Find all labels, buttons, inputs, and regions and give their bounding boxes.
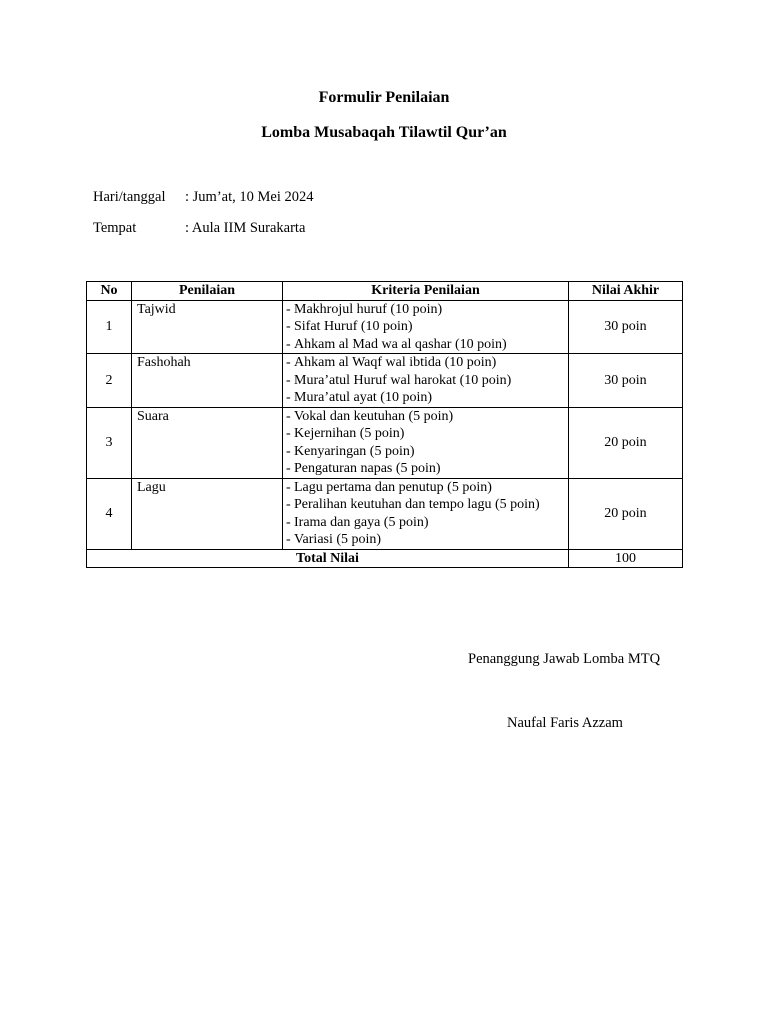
place-value: : Aula IIM Surakarta: [185, 220, 306, 236]
signature-role: Penanggung Jawab Lomba MTQ: [468, 651, 661, 667]
criteria-item: - Irama dan gaya (5 poin): [286, 514, 563, 532]
row-number: 4: [87, 478, 132, 549]
total-label: Total Nilai: [87, 549, 569, 568]
total-row: [87, 549, 683, 568]
header-penilaian: Penilaian: [132, 282, 283, 301]
criteria-item: - Mura’atul Huruf wal harokat (10 poin): [286, 372, 563, 390]
table-row: [87, 300, 683, 354]
row-score: 30 poin: [569, 300, 683, 354]
info-date-row: [93, 188, 313, 206]
row-number: 3: [87, 407, 132, 478]
criteria-item: - Mura’atul ayat (10 poin): [286, 389, 563, 407]
date-label: Hari/tanggal: [93, 189, 166, 205]
header-kriteria: Kriteria Penilaian: [283, 282, 569, 301]
signature-name: Naufal Faris Azzam: [507, 715, 623, 731]
row-score: 20 poin: [569, 407, 683, 478]
table-header-row: [87, 282, 683, 301]
place-label: Tempat: [93, 220, 137, 236]
row-criteria: [283, 354, 569, 408]
row-category: Suara: [132, 407, 283, 478]
criteria-item: - Lagu pertama dan penutup (5 poin): [286, 479, 563, 497]
criteria-item: - Vokal dan keutuhan (5 poin): [286, 408, 563, 426]
header-no: No: [87, 282, 132, 301]
criteria-item: - Kejernihan (5 poin): [286, 425, 563, 443]
criteria-item: - Kenyaringan (5 poin): [286, 443, 563, 461]
table-row: [87, 354, 683, 408]
row-number: 1: [87, 300, 132, 354]
header-nilai-akhir: Nilai Akhir: [569, 282, 683, 301]
assessment-table: [86, 281, 683, 568]
row-category: Lagu: [132, 478, 283, 549]
criteria-item: - Makhrojul huruf (10 poin): [286, 301, 563, 319]
total-value: 100: [569, 549, 683, 568]
row-category: Tajwid: [132, 300, 283, 354]
row-score: 20 poin: [569, 478, 683, 549]
document-subtitle: Lomba Musabaqah Tilawtil Qur’an: [261, 124, 507, 141]
row-criteria: [283, 478, 569, 549]
table-row: [87, 478, 683, 549]
row-score: 30 poin: [569, 354, 683, 408]
info-place-row: [93, 219, 305, 237]
criteria-item: - Ahkam al Waqf wal ibtida (10 poin): [286, 354, 563, 372]
criteria-item: - Pengaturan napas (5 poin): [286, 460, 563, 478]
table-row: [87, 407, 683, 478]
document-title: Formulir Penilaian: [318, 89, 450, 106]
criteria-item: - Variasi (5 poin): [286, 531, 563, 549]
criteria-item: - Ahkam al Mad wa al qashar (10 poin): [286, 336, 563, 354]
criteria-item: - Sifat Huruf (10 poin): [286, 318, 563, 336]
date-value: : Jum’at, 10 Mei 2024: [185, 189, 314, 205]
criteria-item: - Peralihan keutuhan dan tempo lagu (5 poin): [286, 496, 563, 514]
row-criteria: [283, 407, 569, 478]
row-category: Fashohah: [132, 354, 283, 408]
row-number: 2: [87, 354, 132, 408]
row-criteria: [283, 300, 569, 354]
